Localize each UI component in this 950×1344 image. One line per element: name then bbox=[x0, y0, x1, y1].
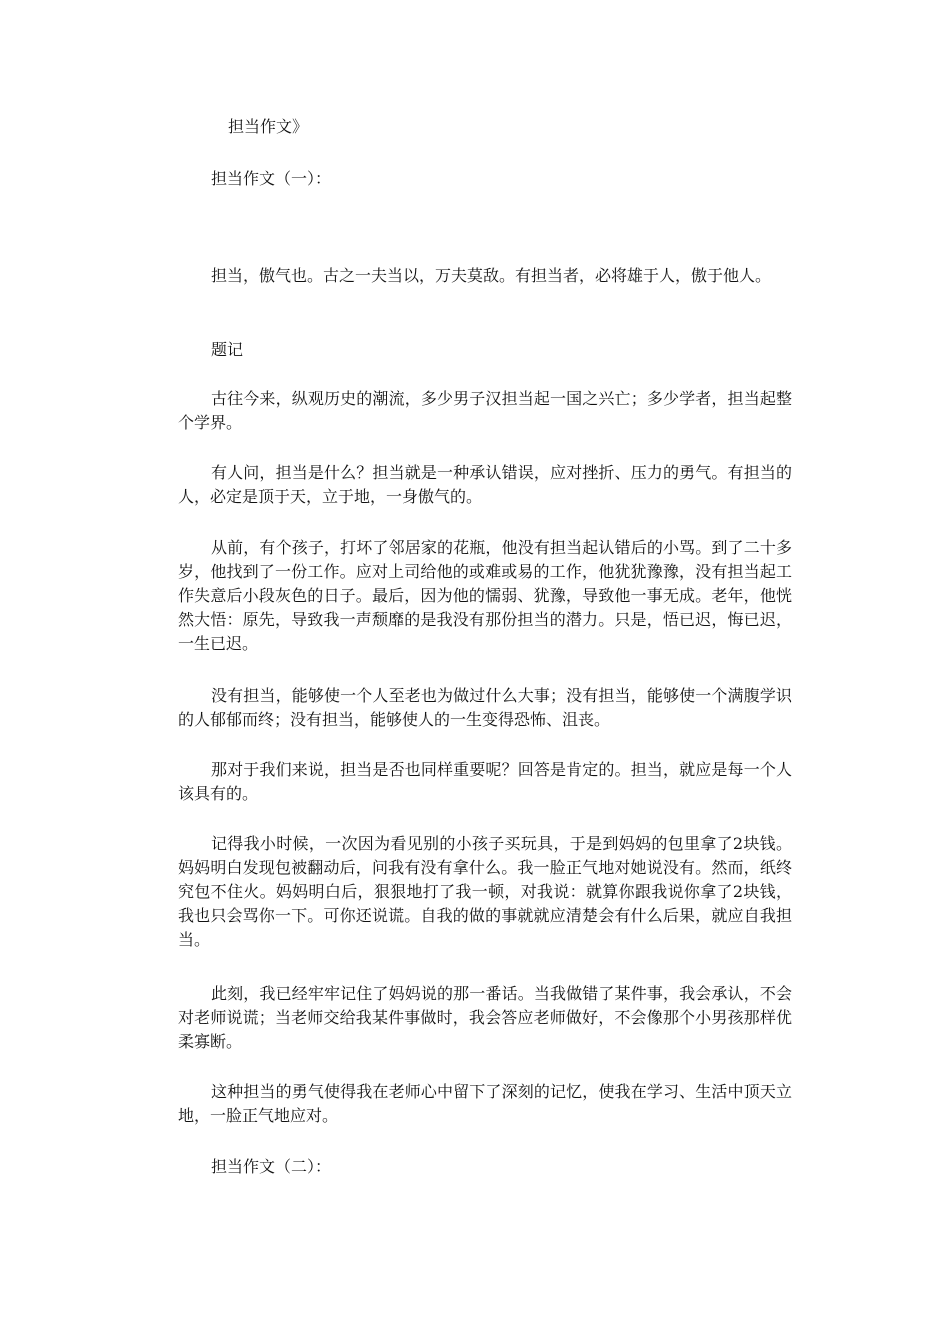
paragraph-history: 古往今来，纵观历史的潮流，多少男子汉担当起一国之兴亡；多少学者，担当起整个学界。 bbox=[178, 389, 792, 432]
paragraph-memory: 记得我小时候，一次因为看见别的小孩子买玩具，于是到妈妈的包里拿了2块钱。妈妈明白发现包被翻动后，问我有没有拿什么。我一脸正气地对她说没有。然而，纸终究包不住火。妈妈明白后，狠狠地打了我一顿，对我说：就算你跟我说你拿了2块钱，我也只会骂你一下。可你还说谎。自我的做的事就就应清楚会有什么后果，就应自我担当。 bbox=[178, 834, 792, 949]
paragraph-question: 那对于我们来说，担当是否也同样重要呢？回答是肯定的。担当，就应是每一个人该具有的。 bbox=[178, 760, 792, 803]
paragraph-intro: 担当，傲气也。古之一夫当以，万夫莫敌。有担当者，必将雄于人，傲于他人。 bbox=[211, 266, 772, 285]
paragraph-epigraph-label: 题记 bbox=[211, 340, 244, 359]
paragraph-story: 从前，有个孩子，打坏了邻居家的花瓶，他没有担当起认错后的小骂。到了二十多岁，他找到了一份工作。应对上司给他的或难或易的工作，他犹犹豫豫，没有担当起工作失意后小段灰色的日子。最后，因为他的懦弱、犹豫，导致他一事无成。老年，他恍然大悟：原先，导致我一声颓靡的是我没有那份担当的潜力。只是，悟已迟，悔已迟，一生已迟。 bbox=[178, 538, 792, 653]
paragraph-consequences: 没有担当，能够使一个人至老也为做过什么大事；没有担当，能够使一个满腹学识的人郁郁而终；没有担当，能够使人的一生变得恐怖、沮丧。 bbox=[178, 686, 792, 729]
section-heading-2: 担当作文（二）： bbox=[211, 1157, 332, 1176]
section-heading-1: 担当作文（一）： bbox=[211, 169, 332, 188]
paragraph-conclusion: 这种担当的勇气使得我在老师心中留下了深刻的记忆，使我在学习、生活中顶天立地，一脸正气地应对。 bbox=[178, 1082, 792, 1125]
paragraph-now: 此刻，我已经牢牢记住了妈妈说的那一番话。当我做错了某件事，我会承认，不会对老师说谎；当老师交给我某件事做时，我会答应老师做好，不会像那个小男孩那样优柔寡断。 bbox=[178, 984, 792, 1051]
document-title: 担当作文》 bbox=[228, 117, 309, 136]
paragraph-definition: 有人问，担当是什么？担当就是一种承认错误，应对挫折、压力的勇气。有担当的人，必定是顶于天，立于地，一身傲气的。 bbox=[178, 463, 792, 506]
